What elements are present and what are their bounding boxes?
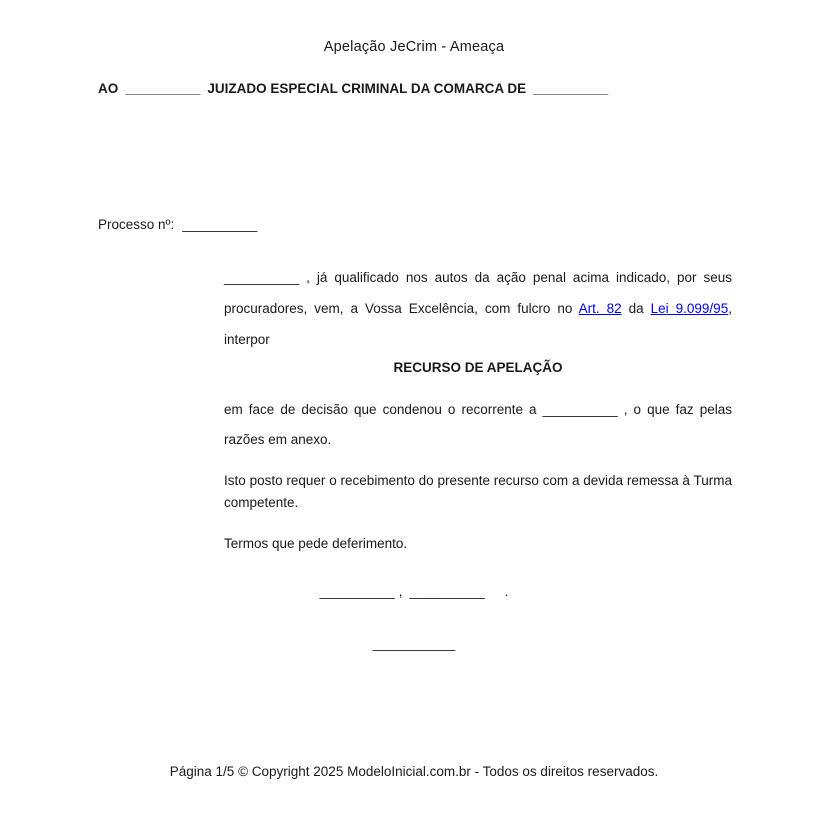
document-title: Apelação JeCrim - Ameaça (323, 39, 505, 55)
addressee-line (98, 81, 768, 96)
request-paragraph: Isto posto requer o recebimento do presente recurso com a devida remessa à Turma competente. (224, 473, 732, 510)
place-blank: __________ (319, 584, 395, 599)
place-date-separator: , (398, 584, 403, 599)
intro-text-1: , já qualificado nos autos da ação penal acima indicado, por seus procuradores, vem, a Vossa Excelência, com fulcro no (224, 270, 732, 316)
addressee-prefix: AO (98, 81, 119, 96)
closing-line: Termos que pede deferimento. (224, 536, 408, 551)
process-number-line (98, 217, 257, 232)
process-number-blank: __________ (182, 217, 258, 232)
signature-blank: ___________ (372, 636, 456, 651)
appeal-text-1: em face de decisão que condenou o recorrente a (224, 402, 543, 417)
appellant-name-blank: __________ (224, 270, 300, 285)
recourse-heading: RECURSO DE APELAÇÃO (393, 360, 563, 375)
intro-paragraph (224, 262, 732, 355)
place-date-line (0, 584, 828, 599)
date-line-period: . (504, 584, 509, 599)
link-art-82[interactable]: Art. 82 (578, 301, 622, 316)
addressee-blank-comarca: __________ (533, 81, 609, 96)
page-footer: Página 1/5 © Copyright 2025 ModeloInicial.com.br - Todos os direitos reservados. (169, 764, 659, 779)
sentence-blank: __________ (542, 402, 618, 417)
intro-text-3: , interpor (224, 301, 732, 347)
intro-text-2: da (621, 301, 651, 316)
appeal-paragraph (224, 395, 732, 455)
addressee-blank-court: __________ (125, 81, 201, 96)
link-lei-9099-95[interactable]: Lei 9.099/95 (650, 301, 729, 316)
process-number-label: Processo nº: (98, 217, 175, 232)
date-blank: __________ (409, 584, 485, 599)
appeal-text-2: , o que faz pelas razões em anexo. (224, 402, 732, 447)
addressee-body: JUIZADO ESPECIAL CRIMINAL DA COMARCA DE (207, 81, 527, 96)
